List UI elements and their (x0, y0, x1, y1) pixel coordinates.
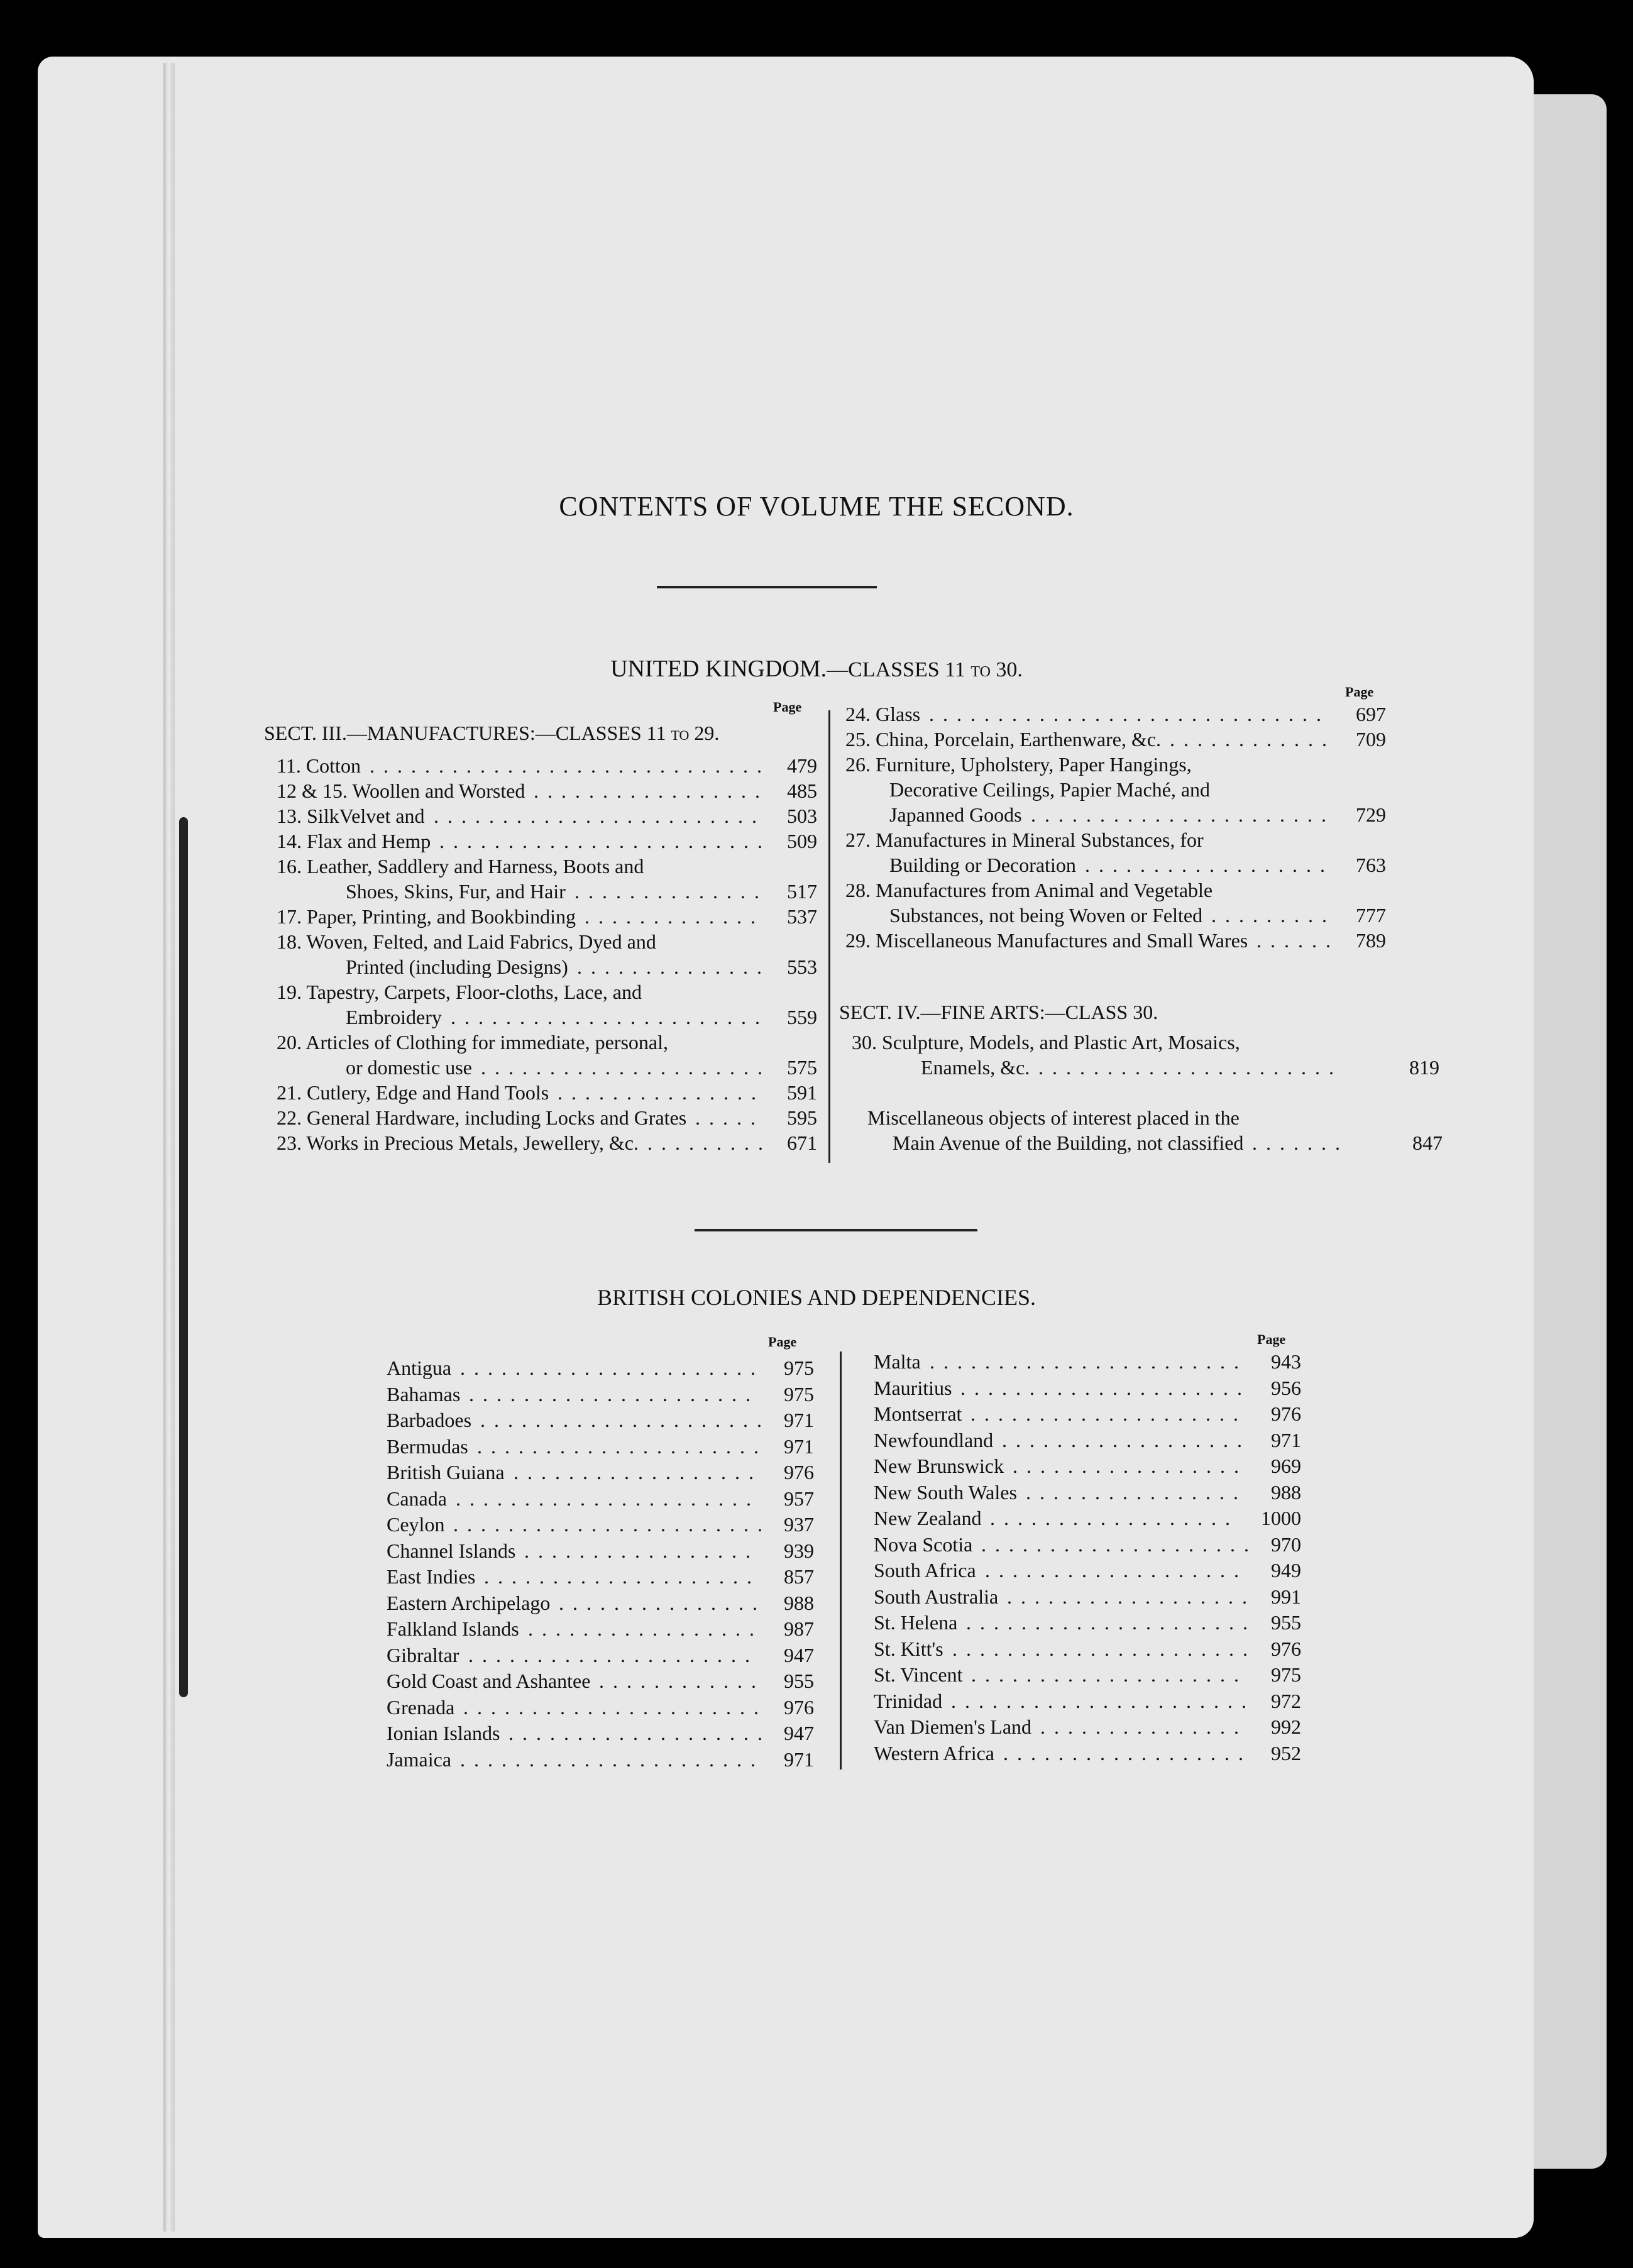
entry-label: Falkland Islands (387, 1617, 519, 1640)
leader-dots: ...................... (460, 1748, 764, 1771)
entry-page-number: 847 (1412, 1131, 1443, 1154)
toc-entry (277, 1081, 817, 1106)
leader-dots: .................. (1003, 1741, 1252, 1764)
entry-label: 30. Sculpture, Models, and Plastic Art, Mosaics, (852, 1031, 1240, 1054)
entry-page-number: 591 (787, 1081, 817, 1104)
entry-page-number: 777 (1356, 904, 1386, 927)
section-iv-heading: SECT. IV.—FINE ARTS:—CLASS 30. (839, 1001, 1158, 1023)
entry-page-number: 975 (1271, 1663, 1301, 1686)
entry-page-number: 976 (784, 1461, 814, 1484)
leader-dots: .................. (514, 1461, 762, 1484)
colonies-heading: BRITISH COLONIES AND DEPENDENCIES. (597, 1285, 1036, 1310)
toc-entry (387, 1539, 814, 1566)
entry-page-number: 971 (784, 1409, 814, 1431)
entry-page-number: 971 (784, 1748, 814, 1771)
toc-entry (387, 1748, 814, 1775)
entry-page-number: 1000 (1261, 1507, 1301, 1529)
leader-dots: ..................... (960, 1376, 1251, 1399)
toc-entry (277, 754, 817, 779)
toc-entry (387, 1722, 814, 1748)
class-30-entry (852, 1031, 1439, 1081)
entry-label: 23. Works in Precious Metals, Jewellery, &c. (277, 1131, 639, 1154)
entry-label-continued: or domestic use (346, 1056, 472, 1079)
toc-entry (874, 1611, 1301, 1638)
entry-label-continued: Shoes, Skins, Fur, and Hair (346, 880, 566, 903)
toc-entry (874, 1559, 1301, 1585)
toc-entry (874, 1455, 1301, 1481)
entry-label: New Zealand (874, 1507, 982, 1529)
toc-entry (874, 1507, 1301, 1533)
entry-label: Ionian Islands (387, 1722, 500, 1744)
leader-dots: .................. (1002, 1428, 1251, 1451)
entry-label: Gold Coast and Ashantee (387, 1670, 591, 1692)
entry-label: 13. SilkVelvet and (277, 805, 425, 827)
toc-entry (845, 753, 1386, 828)
leader-dots: ....................... (451, 1006, 769, 1028)
entry-label: 28. Manufactures from Animal and Vegetable (845, 879, 1213, 901)
entry-page-number: 987 (784, 1617, 814, 1640)
toc-entry (874, 1585, 1301, 1612)
toc-entry (277, 1106, 817, 1131)
entry-label-continued: Substances, not being Woven or Felted (889, 904, 1203, 927)
leader-dots: ...................... (460, 1357, 764, 1379)
entry-label: Channel Islands (387, 1539, 516, 1562)
entry-label: Ceylon (387, 1513, 445, 1536)
leader-dots: ................. (534, 779, 769, 802)
leader-dots: ................... (509, 1722, 771, 1744)
binding-fold (163, 63, 175, 2232)
entry-label: 14. Flax and Hemp (277, 830, 431, 852)
entry-page-number: 485 (787, 779, 817, 802)
leader-dots: ...................... (951, 1689, 1255, 1712)
entry-label: Bermudas (387, 1434, 468, 1458)
section-iii-heading: SECT. III.—MANUFACTURES:—CLASSES 11 to 29. (264, 722, 720, 744)
toc-entry (845, 929, 1386, 954)
toc-entry (387, 1357, 814, 1383)
entry-label: East Indies (387, 1565, 476, 1588)
entry-label-continued: Enamels, &c. (921, 1056, 1030, 1079)
leader-dots: ..................... (477, 1434, 767, 1458)
leader-dots: ...................... (463, 1695, 767, 1719)
leader-dots: .............. (577, 955, 771, 978)
entry-label-continued: Building or Decoration (889, 854, 1076, 876)
toc-entry (277, 1031, 817, 1081)
uk-column-divider (828, 710, 830, 1163)
entry-label: Western Africa (874, 1741, 994, 1764)
entry-label: Montserrat (874, 1402, 962, 1425)
entry-label: New South Wales (874, 1480, 1017, 1504)
entry-label: Trinidad (874, 1689, 943, 1712)
uk-heading-classes: —CLASSES 11 to 30. (827, 658, 1023, 681)
entry-page-number: 595 (787, 1106, 817, 1129)
leader-dots: ...... (1256, 929, 1339, 952)
toc-entry (387, 1565, 814, 1592)
leader-dots: ................... (985, 1559, 1248, 1582)
leader-dots: .................... (970, 1402, 1247, 1425)
colonies-divider (695, 1229, 977, 1231)
leader-dots: ................. (528, 1617, 763, 1640)
toc-entry (387, 1644, 814, 1670)
entry-page-number: 729 (1356, 803, 1386, 826)
entry-label: 26. Furniture, Upholstery, Paper Hangings, (845, 753, 1192, 776)
leader-dots: ...................... (952, 1637, 1256, 1660)
next-page-edge (1521, 94, 1607, 2169)
entry-label: 18. Woven, Felted, and Laid Fabrics, Dyed and (277, 930, 656, 953)
leader-dots: ..................... (481, 1056, 771, 1079)
leader-dots: .................. (1085, 854, 1334, 876)
entry-page-number: 992 (1271, 1715, 1301, 1738)
entry-label: Barbadoes (387, 1409, 472, 1431)
toc-entry (874, 1429, 1301, 1455)
toc-entry (277, 905, 817, 930)
colonies-column-divider (840, 1351, 842, 1770)
leader-dots: .................... (981, 1533, 1258, 1556)
toc-entry (874, 1742, 1301, 1768)
toc-entry (387, 1513, 814, 1539)
entry-label: St. Kitt's (874, 1637, 943, 1660)
entry-label-continued: Japanned Goods (889, 803, 1022, 826)
entry-page-number: 575 (787, 1056, 817, 1079)
entry-page-number: 559 (787, 1006, 817, 1028)
leader-dots: ........................ (434, 805, 766, 827)
toc-entry (874, 1663, 1301, 1690)
entry-label-continued: Decorative Ceilings, Papier Maché, and (889, 778, 1211, 801)
toc-entry (845, 728, 1386, 753)
entry-page-number: 553 (787, 955, 817, 978)
toc-entry (277, 779, 817, 805)
toc-entry (387, 1435, 814, 1462)
leader-dots: ............... (559, 1591, 766, 1614)
entry-label: 27. Manufactures in Mineral Substances, for (845, 828, 1204, 851)
leader-dots: ......... (1211, 904, 1336, 927)
entry-page-number: 937 (784, 1513, 814, 1536)
entry-page-number: 789 (1356, 929, 1386, 952)
toc-entry (845, 828, 1386, 879)
entry-label: British Guiana (387, 1461, 505, 1484)
entry-label: Jamaica (387, 1748, 452, 1771)
leader-dots: ............. (585, 905, 764, 928)
entry-page-number: 509 (787, 830, 817, 852)
toc-entry (277, 1131, 817, 1157)
entry-page-number: 970 (1271, 1533, 1301, 1556)
entry-page-number: 479 (787, 754, 817, 777)
entry-label: 19. Tapestry, Carpets, Floor-cloths, Lace, and (277, 981, 642, 1003)
entry-label: 17. Paper, Printing, and Bookbinding (277, 905, 576, 928)
leader-dots: ..................... (468, 1643, 759, 1666)
entry-label-continued: Printed (including Designs) (346, 955, 568, 978)
entry-page-number: 819 (1409, 1056, 1439, 1079)
entry-label: 20. Articles of Clothing for immediate, personal, (277, 1031, 668, 1054)
leader-dots: ............... (1040, 1715, 1248, 1738)
entry-page-number: 975 (784, 1382, 814, 1406)
colonies-left-page-label: Page (768, 1334, 797, 1350)
toc-entry (852, 1031, 1439, 1081)
entry-page-number: 957 (784, 1487, 814, 1510)
entry-label: Grenada (387, 1695, 455, 1719)
entry-label: St. Vincent (874, 1663, 963, 1686)
entry-label: 22. General Hardware, including Locks and Grates (277, 1106, 687, 1129)
toc-entry (277, 930, 817, 981)
toc-entry (387, 1670, 814, 1696)
toc-entry (874, 1533, 1301, 1560)
leader-dots: ......... (647, 1131, 772, 1154)
entry-label: Miscellaneous objects of interest placed in the (867, 1106, 1240, 1129)
entry-label: 12 & 15. Woollen and Worsted (277, 779, 525, 802)
toc-entry (874, 1402, 1301, 1429)
entry-page-number: 939 (784, 1539, 814, 1562)
entry-label: St. Helena (874, 1611, 958, 1634)
toc-entry (387, 1409, 814, 1435)
colonies-right-page-label: Page (1257, 1331, 1286, 1347)
entry-label: 21. Cutlery, Edge and Hand Tools (277, 1081, 549, 1104)
leader-dots: ............................. (370, 754, 771, 777)
leader-dots: .................. (1007, 1585, 1256, 1608)
leader-dots: ....................... (930, 1350, 1248, 1373)
toc-entry (874, 1638, 1301, 1664)
entry-page-number: 949 (1271, 1559, 1301, 1582)
toc-entry (387, 1617, 814, 1644)
page-tear (179, 817, 188, 1697)
leader-dots: .................... (484, 1565, 761, 1588)
entry-page-number: 971 (784, 1434, 814, 1458)
entry-label: Eastern Archipelago (387, 1591, 551, 1614)
entry-page-number: 956 (1271, 1376, 1301, 1399)
entry-label: Bahamas (387, 1382, 461, 1406)
leader-dots: ...................... (1038, 1056, 1343, 1079)
leader-dots: ............... (558, 1081, 765, 1104)
uk-right-page-label: Page (1345, 684, 1374, 700)
leader-dots: ..................... (966, 1611, 1256, 1634)
page-title: CONTENTS OF VOLUME THE SECOND. (559, 491, 1074, 522)
entry-page-number: 943 (1271, 1350, 1301, 1373)
toc-entry (845, 703, 1386, 728)
entry-label: Mauritius (874, 1376, 952, 1399)
toc-entry (387, 1461, 814, 1487)
entry-page-number: 697 (1356, 703, 1386, 725)
toc-entry (874, 1690, 1301, 1716)
entry-label: South Australia (874, 1585, 999, 1608)
toc-entry (845, 879, 1386, 929)
entry-page-number: 537 (787, 905, 817, 928)
entry-label: Canada (387, 1487, 447, 1510)
toc-entry (277, 805, 817, 830)
toc-entry (874, 1377, 1301, 1403)
entry-page-number: 955 (784, 1670, 814, 1692)
entry-page-number: 517 (787, 880, 817, 903)
entry-page-number: 709 (1356, 728, 1386, 751)
entry-label-continued: Main Avenue of the Building, not classified (893, 1131, 1244, 1154)
leader-dots: ...................... (456, 1487, 760, 1510)
leader-dots: ...................... (1031, 803, 1335, 826)
entry-page-number: 947 (784, 1722, 814, 1744)
entry-page-number: 671 (787, 1131, 817, 1154)
leader-dots: ................. (1013, 1455, 1248, 1477)
entry-page-number: 503 (787, 805, 817, 827)
entry-page-number: 976 (784, 1695, 814, 1719)
leader-dots: .............. (575, 880, 768, 903)
leader-dots: ..................... (469, 1382, 759, 1406)
uk-left-page-label: Page (773, 699, 802, 715)
entry-page-number: 969 (1271, 1455, 1301, 1477)
leader-dots: ................ (1026, 1480, 1247, 1504)
leader-dots: ....................... (453, 1513, 771, 1536)
entry-page-number: 952 (1271, 1741, 1301, 1764)
uk-heading-main: UNITED KINGDOM. (610, 656, 827, 682)
toc-entry (874, 1715, 1301, 1742)
entry-page-number: 763 (1356, 854, 1386, 876)
title-divider (657, 586, 877, 588)
leader-dots: ................. (524, 1539, 759, 1562)
leader-dots: ..... (695, 1106, 764, 1129)
toc-entry (277, 981, 817, 1031)
leader-dots: ............ (599, 1670, 765, 1692)
entry-page-number: 976 (1271, 1402, 1301, 1425)
leader-dots: ............ (1170, 728, 1336, 751)
toc-entry (387, 1696, 814, 1722)
toc-entry (387, 1487, 814, 1514)
toc-entry (387, 1592, 814, 1618)
leader-dots: .................... (971, 1663, 1248, 1686)
entry-label: Nova Scotia (874, 1533, 973, 1556)
toc-entry (277, 830, 817, 855)
toc-entry (874, 1481, 1301, 1507)
entry-label: 11. Cotton (277, 754, 361, 777)
entry-page-number: 976 (1271, 1637, 1301, 1660)
entry-label: South Africa (874, 1559, 976, 1582)
entry-label: 16. Leather, Saddlery and Harness, Boots and (277, 855, 644, 878)
leader-dots: ....... (1252, 1131, 1349, 1154)
entry-label-continued: Embroidery (346, 1006, 442, 1028)
entry-page-number: 975 (784, 1357, 814, 1379)
entry-page-number: 988 (784, 1591, 814, 1614)
leader-dots: ..................... (480, 1409, 771, 1431)
entry-label: New Brunswick (874, 1455, 1004, 1477)
entry-label: 24. Glass (845, 703, 921, 725)
entry-label: 29. Miscellaneous Manufactures and Small Wares (845, 929, 1248, 952)
entry-page-number: 947 (784, 1643, 814, 1666)
entry-page-number: 972 (1271, 1689, 1301, 1712)
leader-dots: .................. (990, 1507, 1239, 1529)
toc-entry (387, 1383, 814, 1409)
miscellaneous-entry (867, 1106, 1443, 1157)
entry-page-number: 857 (784, 1565, 814, 1588)
entry-label: Gibraltar (387, 1643, 459, 1666)
entry-page-number: 988 (1271, 1480, 1301, 1504)
uk-heading (0, 655, 1633, 683)
entry-label: Malta (874, 1350, 921, 1373)
entry-label: 25. China, Porcelain, Earthenware, &c. (845, 728, 1162, 751)
toc-entry (277, 855, 817, 905)
entry-page-number: 971 (1271, 1428, 1301, 1451)
entry-label: Van Diemen's Land (874, 1715, 1032, 1738)
leader-dots: ............................. (929, 703, 1330, 725)
leader-dots: ........................ (439, 830, 771, 852)
entry-label: Newfoundland (874, 1428, 994, 1451)
entry-page-number: 991 (1271, 1585, 1301, 1608)
entry-page-number: 955 (1271, 1611, 1301, 1634)
entry-label: Antigua (387, 1357, 452, 1379)
toc-entry (874, 1350, 1301, 1377)
toc-entry (867, 1106, 1443, 1157)
